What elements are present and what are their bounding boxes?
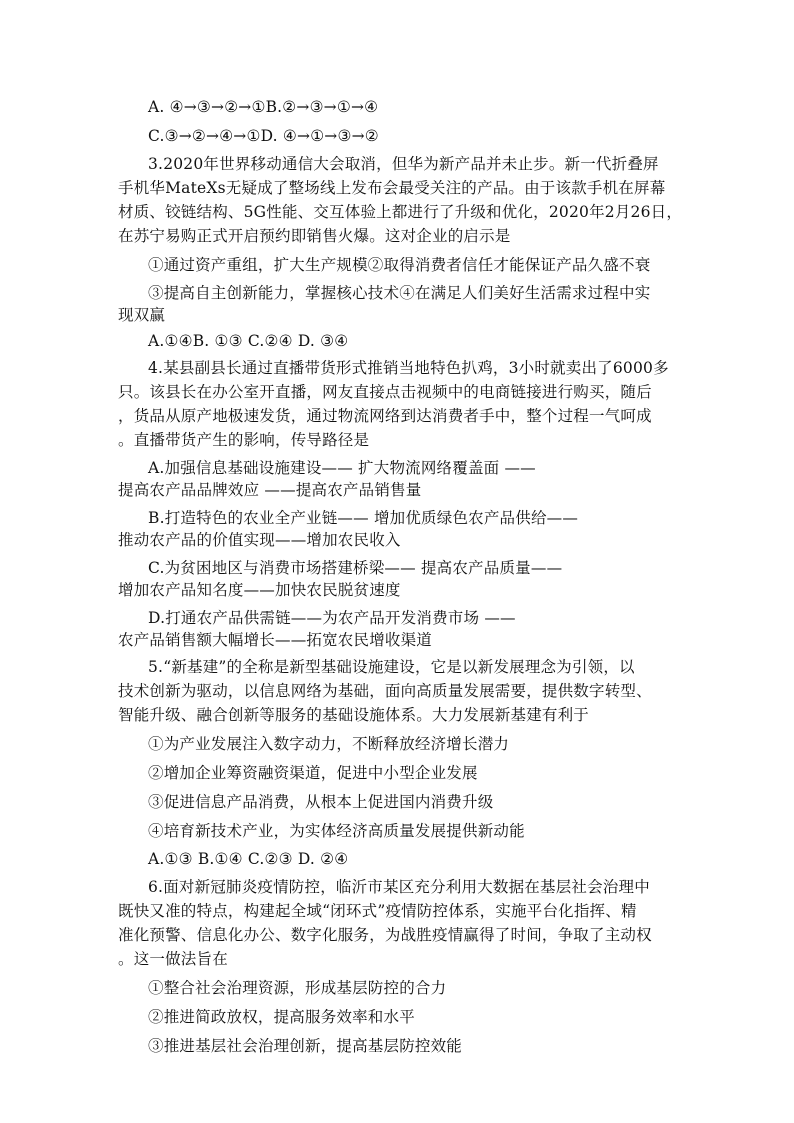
question-5-stem-line-2: 技术创新为驱动，以信息网络为基础，面向高质量发展需要，提供数字转型、 [118,682,652,700]
question-6-stem-line-2: 既快又准的特点，构建起全域“闭环式”疫情防控体系，实施平台化指挥、精 [118,902,637,920]
question-4-stem-line-4: 。直播带货产生的影响，传导路径是 [118,431,370,449]
question-4-option-d-line-2: 农产品销售额大幅增长——拓宽农民增收渠道 [118,631,433,649]
question-3-stem-line-4: 在苏宁易购正式开启预约即销售火爆。这对企业的启示是 [118,227,511,245]
question-4-option-d-line-1: D.打通农产品供需链——为农产品开发消费市场 —— [148,609,516,627]
question-3-stem-line-3: 材质、铰链结构、5G性能、交互体验上都进行了升级和优化，2020年2月26日， [118,203,683,221]
question-3-stem-line-1: 3.2020年世界移动通信大会取消，但华为新产品并未止步。新一代折叠屏 [148,155,659,173]
question-4-option-a-line-2: 提高农产品品牌效应 ——提高农产品销售量 [118,481,422,499]
question-5-stem-line-1: 5.“新基建”的全称是新型基础设施建设，它是以新发展理念为引领，以 [148,658,635,676]
question-4-stem-line-3: ，货品从原产地极速发货，通过物流网络到达消费者手中，整个过程一气呵成 [118,407,652,425]
question-5-statement-3: ③促进信息产品消费，从根本上促进国内消费升级 [148,793,494,811]
question-4-option-c-line-2: 增加农产品知名度——加快农民脱贫速度 [118,581,401,599]
question-4-option-b-line-2: 推动农产品的价值实现——增加农民收入 [118,531,401,549]
question-3-statements-line-1: ①通过资产重组，扩大生产规模②取得消费者信任才能保证产品久盛不衰 [148,256,651,274]
question-3-statements-line-2: ③提高自主创新能力，掌握核心技术④在满足人们美好生活需求过程中实 [148,284,651,302]
question-5-statement-4: ④培育新技术产业，为实体经济高质量发展提供新动能 [148,822,525,840]
question-6-statement-1: ①整合社会治理资源，形成基层防控的合力 [148,979,447,997]
question-4-stem-line-2: 只。该县长在办公室开直播，网友直接点击视频中的电商链接进行购买，随后 [118,383,652,401]
question-4-option-a-line-1: A.加强信息基础设施建设—— 扩大物流网络覆盖面 —— [148,459,536,477]
option-line-q2-cd: C.③→②→④→①D. ④→①→③→② [148,127,379,145]
question-4-option-c-line-1: C.为贫困地区与消费市场搭建桥梁—— 提高农产品质量—— [148,559,563,577]
option-line-q2-ab: A. ④→③→②→①B.②→③→①→④ [148,98,379,116]
question-5-stem-line-3: 智能升级、融合创新等服务的基础设施体系。大力发展新基建有利于 [118,706,590,724]
question-3-options: A.①④B. ①③ C.②④ D. ③④ [148,332,349,350]
question-4-option-b-line-1: B.打造特色的农业全产业链—— 增加优质绿色农产品供给—— [148,509,579,527]
question-4-stem-line-1: 4.某县副县长通过直播带货形式推销当地特色扒鸡，3小时就卖出了6000多 [148,359,669,377]
question-6-statement-2: ②推进简政放权，提高服务效率和水平 [148,1008,415,1026]
question-5-statement-2: ②增加企业筹资融资渠道，促进中小型企业发展 [148,764,478,782]
question-5-statement-1: ①为产业发展注入数字动力，不断释放经济增长潜力 [148,735,510,753]
question-6-stem-line-3: 准化预警、信息化办公、数字化服务，为战胜疫情赢得了时间，争取了主动权 [118,926,652,944]
question-3-statements-line-3: 现双赢 [118,306,166,324]
question-6-stem-line-1: 6.面对新冠肺炎疫情防控，临沂市某区充分利用大数据在基层社会治理中 [148,878,650,896]
question-5-options: A.①③ B.①④ C.②③ D. ②④ [148,850,349,868]
question-3-stem-line-2: 手机华MateXs无疑成了整场线上发布会最受关注的产品。由于该款手机在屏幕 [118,179,666,197]
question-6-stem-line-4: 。这一做法旨在 [118,950,228,968]
question-6-statement-3: ③推进基层社会治理创新，提高基层防控效能 [148,1037,463,1055]
